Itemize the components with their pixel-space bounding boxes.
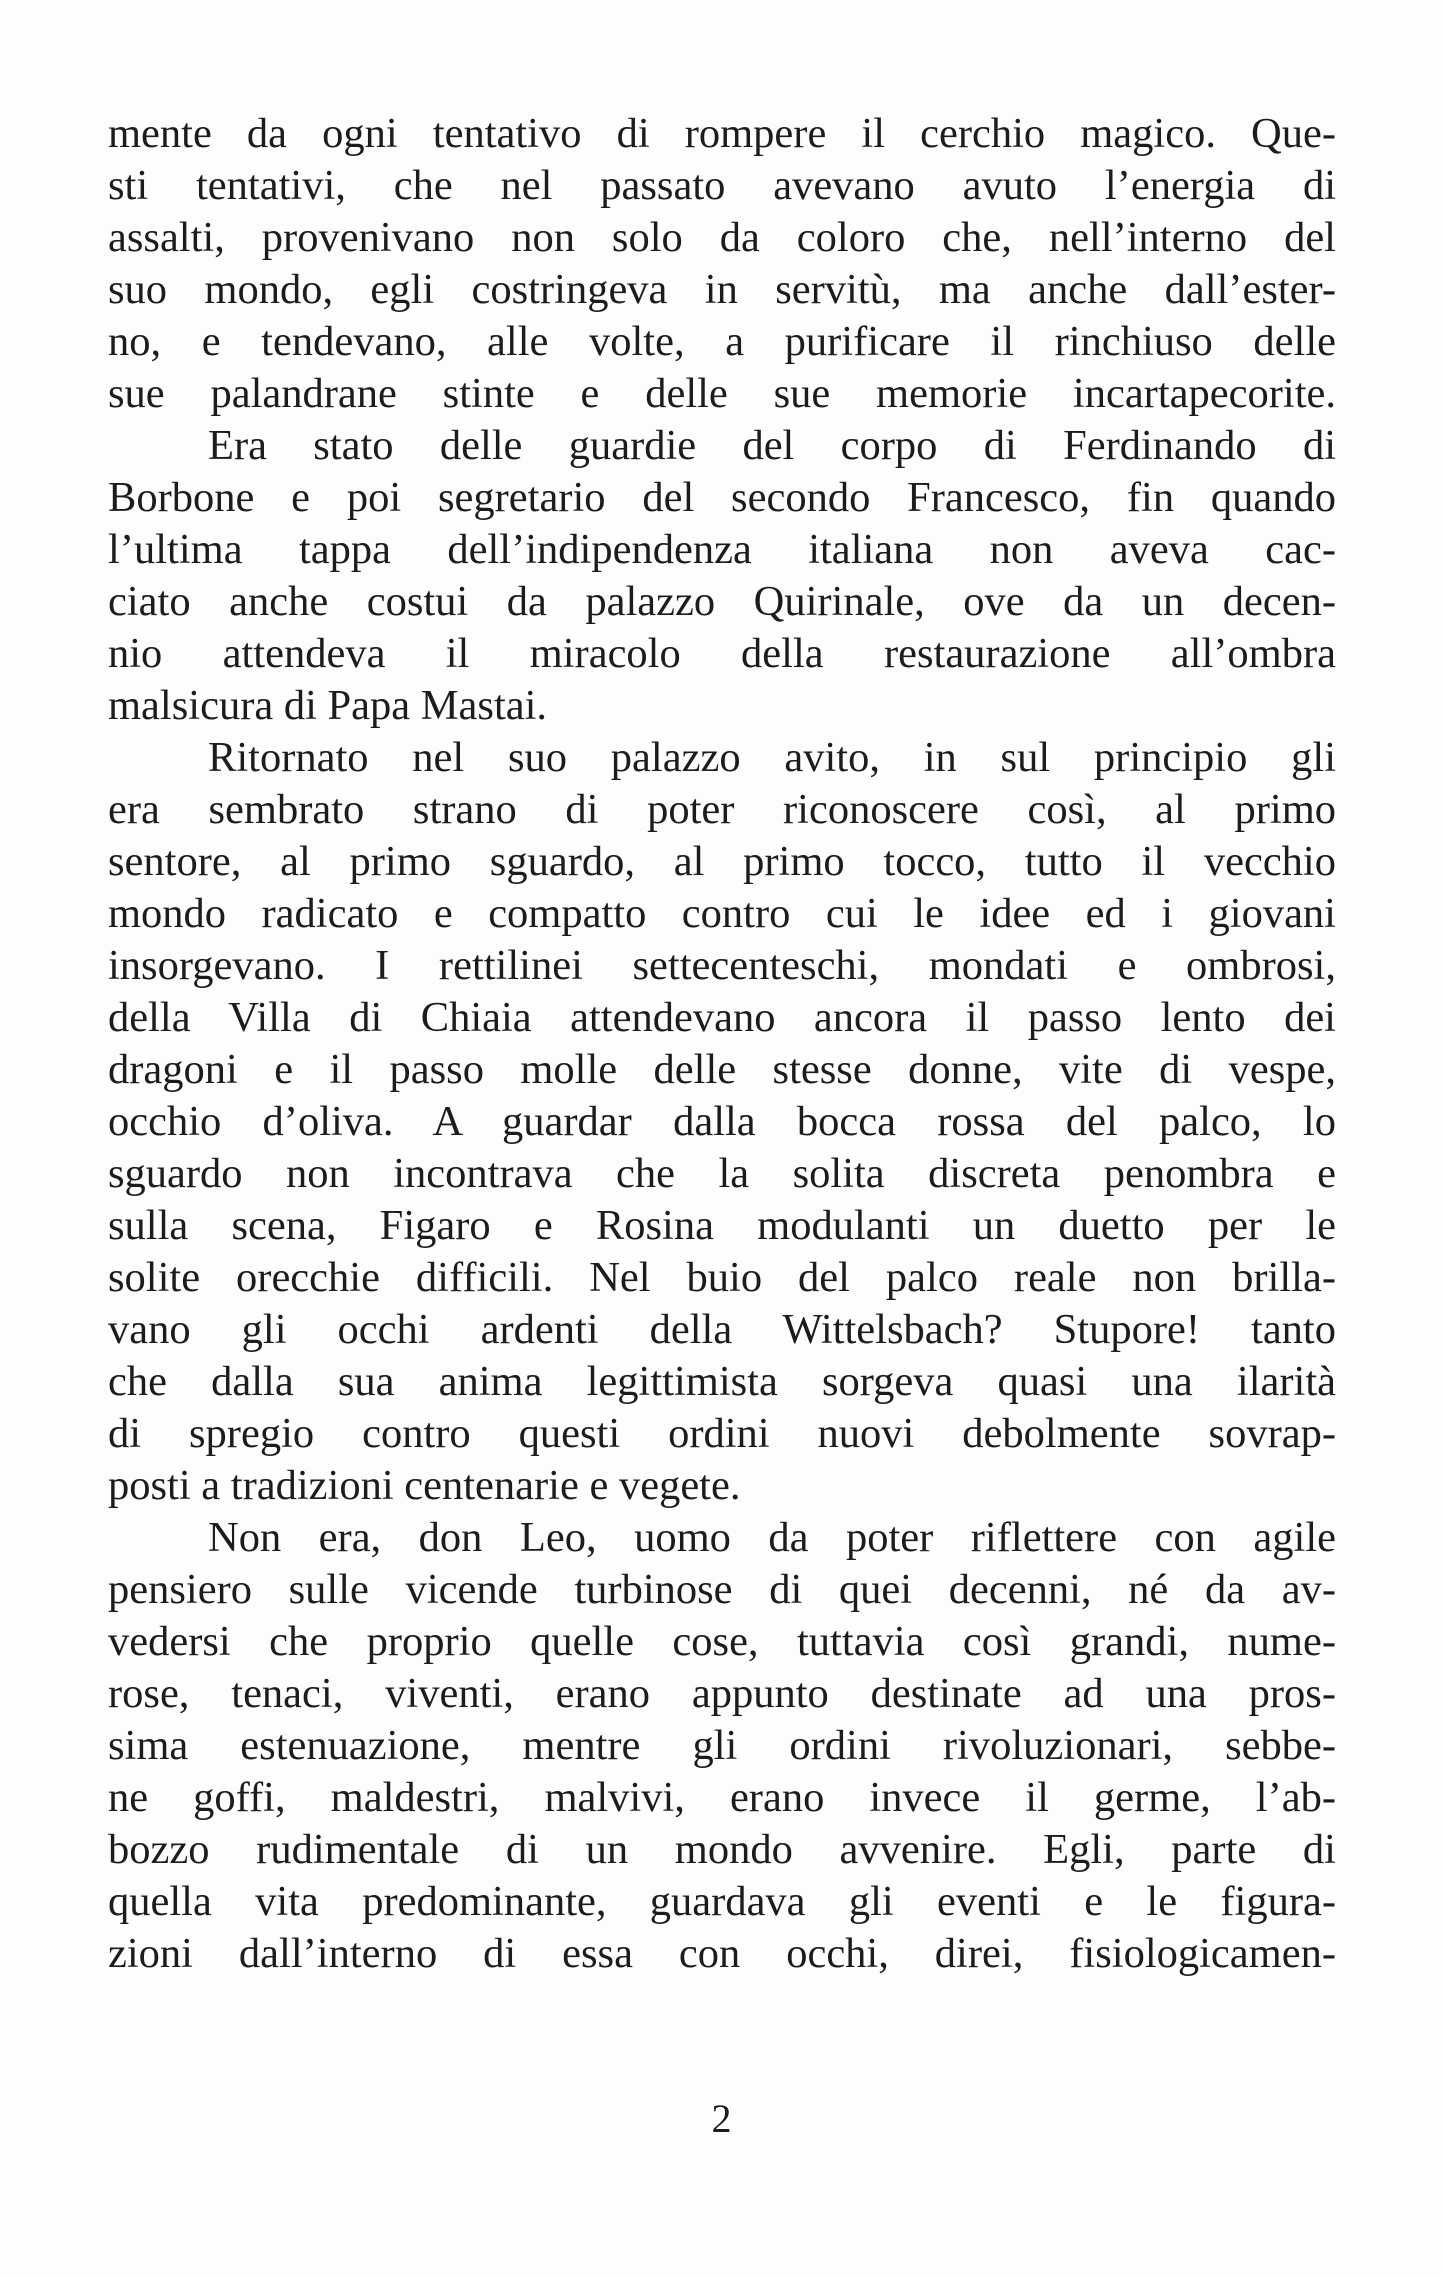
text-line: sima estenuazione, mentre gli ordini rivoluzionari, sebbe-	[108, 1722, 1336, 1769]
text-line: mente da ogni tentativo di rompere il cerchio magico. Que-	[108, 110, 1336, 157]
text-line: sti tentativi, che nel passato avevano avuto l’energia di	[108, 162, 1336, 209]
text-line: assalti, provenivano non solo da coloro che, nell’interno del	[108, 214, 1336, 261]
text-line: sentore, al primo sguardo, al primo tocco, tutto il vecchio	[108, 838, 1336, 885]
text-line: nio attendeva il miracolo della restaurazione all’ombra	[108, 630, 1336, 677]
text-line: ciato anche costui da palazzo Quirinale, ove da un decen-	[108, 578, 1336, 625]
text-line: Non era, don Leo, uomo da poter riflettere con agile	[208, 1514, 1336, 1561]
text-line: zioni dall’interno di essa con occhi, direi, fisiologicamen-	[108, 1930, 1336, 1977]
text-line: Borbone e poi segretario del secondo Francesco, fin quando	[108, 474, 1336, 521]
text-line: Ritornato nel suo palazzo avito, in sul principio gli	[208, 734, 1336, 781]
text-line: insorgevano. I rettilinei settecenteschi, mondati e ombrosi,	[108, 942, 1336, 989]
text-line: ne goffi, maldestri, malvivi, erano invece il germe, l’ab-	[108, 1774, 1336, 1821]
text-line: era sembrato strano di poter riconoscere così, al primo	[108, 786, 1336, 833]
text-line: bozzo rudimentale di un mondo avvenire. Egli, parte di	[108, 1826, 1336, 1873]
text-line: l’ultima tappa dell’indipendenza italiana non aveva cac-	[108, 526, 1336, 573]
text-line: rose, tenaci, viventi, erano appunto destinate ad una pros-	[108, 1670, 1336, 1717]
text-line: pensiero sulle vicende turbinose di quei decenni, né da av-	[108, 1566, 1336, 1613]
text-line: vedersi che proprio quelle cose, tuttavia così grandi, nume-	[108, 1618, 1336, 1665]
text-line: sue palandrane stinte e delle sue memorie incartapecorite.	[108, 370, 1336, 417]
text-line: quella vita predominante, guardava gli eventi e le figura-	[108, 1878, 1336, 1925]
text-line: dragoni e il passo molle delle stesse donne, vite di vespe,	[108, 1046, 1336, 1093]
text-line: della Villa di Chiaia attendevano ancora il passo lento dei	[108, 994, 1336, 1041]
text-line: malsicura di Papa Mastai.	[108, 682, 548, 729]
text-line: sguardo non incontrava che la solita discreta penombra e	[108, 1150, 1336, 1197]
text-line: mondo radicato e compatto contro cui le idee ed i giovani	[108, 890, 1336, 937]
text-line: suo mondo, egli costringeva in servitù, ma anche dall’ester-	[108, 266, 1336, 313]
text-line: no, e tendevano, alle volte, a purificare il rinchiuso delle	[108, 318, 1336, 365]
text-line: di spregio contro questi ordini nuovi debolmente sovrap-	[108, 1410, 1336, 1457]
page-number: 2	[711, 2096, 732, 2141]
text-line: posti a tradizioni centenarie e vegete.	[108, 1462, 741, 1509]
body-text	[108, 108, 1336, 1980]
text-line: solite orecchie difficili. Nel buio del palco reale non brilla-	[108, 1254, 1336, 1301]
text-line: sulla scena, Figaro e Rosina modulanti un duetto per le	[108, 1202, 1336, 1249]
text-line: che dalla sua anima legittimista sorgeva quasi una ilarità	[108, 1358, 1336, 1405]
text-line: occhio d’oliva. A guardar dalla bocca rossa del palco, lo	[108, 1098, 1336, 1145]
text-line: Era stato delle guardie del corpo di Ferdinando di	[208, 422, 1336, 469]
text-line: vano gli occhi ardenti della Wittelsbach? Stupore! tanto	[108, 1306, 1336, 1353]
